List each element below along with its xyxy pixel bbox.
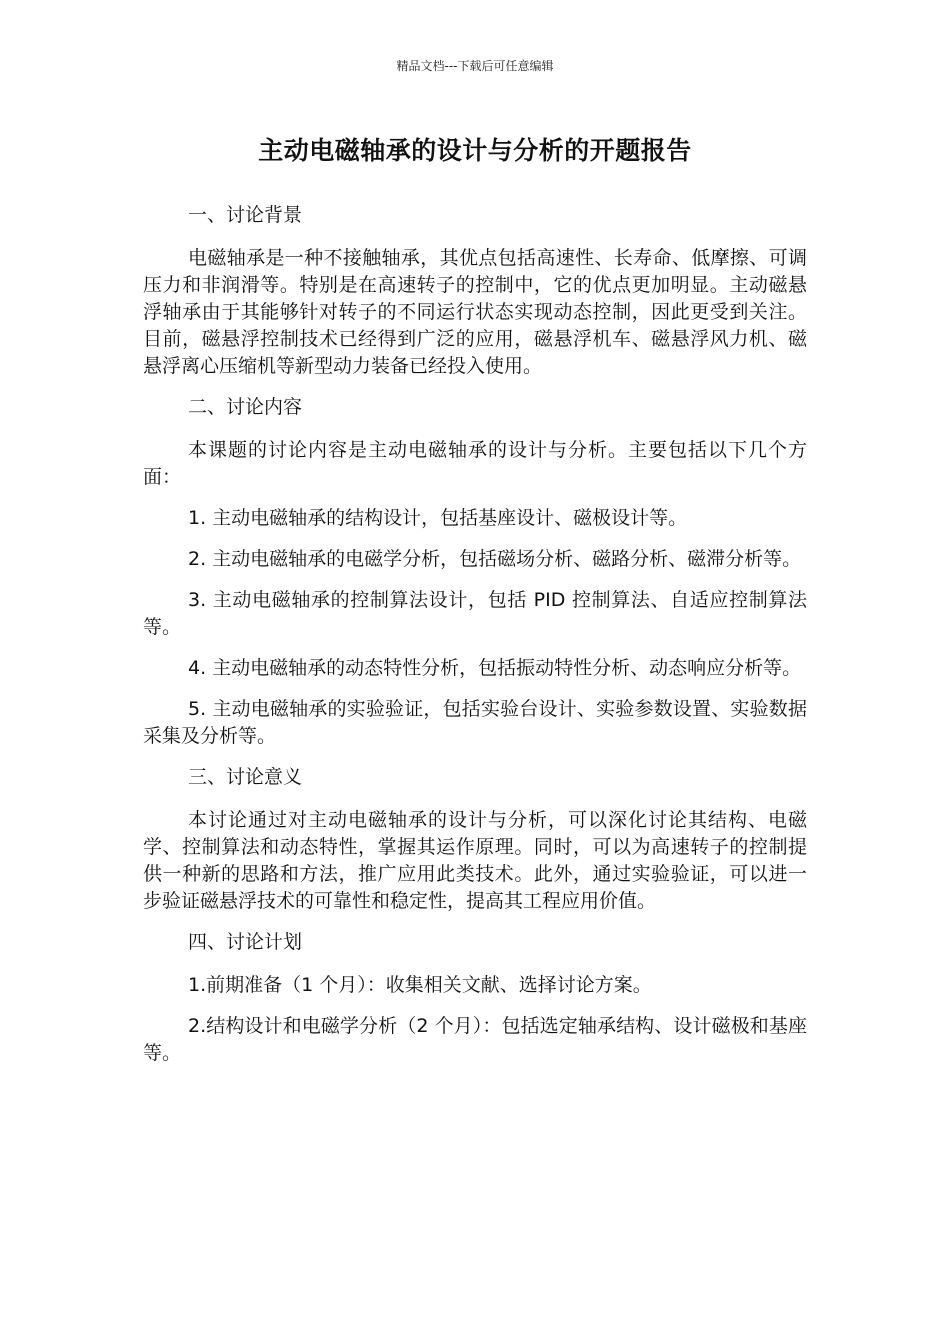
section-heading-content: 二、讨论内容 [188,396,303,418]
section-heading-significance: 三、讨论意义 [188,766,303,788]
section-heading-plan: 四、讨论计划 [188,931,303,953]
page-header: 精品文档---下载后可任意编辑 [396,59,554,73]
document-title: 主动电磁轴承的设计与分析的开题报告 [258,136,692,165]
paragraph-significance: 本讨论通过对主动电磁轴承的设计与分析，可以深化讨论其结构、电磁学、控制算法和动态特性，掌握其运作原理。同时，可以为高速转子的控制提供一种新的思路和方法，推广应用此类技术。此外，通过实验验证，可以进一步验证磁悬浮技术的可靠性和稳定性，提高其工程应用价值。 [143,809,807,912]
list-item-1: 1. 主动电磁轴承的结构设计，包括基座设计、磁极设计等。 [188,507,688,529]
list-item-5: 5. 主动电磁轴承的实验验证，包括实验台设计、实验参数设置、实验数据采集及分析等。 [143,698,807,747]
section-heading-background: 一、讨论背景 [188,204,303,226]
paragraph-content-intro: 本课题的讨论内容是主动电磁轴承的设计与分析。主要包括以下几个方面： [143,439,807,488]
list-item-4: 4. 主动电磁轴承的动态特性分析，包括振动特性分析、动态响应分析等。 [188,657,802,679]
plan-item-1: 1.前期准备（1 个月）：收集相关文献、选择讨论方案。 [188,974,652,996]
plan-item-2: 2.结构设计和电磁学分析（2 个月）：包括选定轴承结构、设计磁极和基座等。 [143,1015,807,1064]
paragraph-background: 电磁轴承是一种不接触轴承，其优点包括高速性、长寿命、低摩擦、可调压力和非润滑等。特别是在高速转子的控制中，它的优点更加明显。主动磁悬浮轴承由于其能够针对转子的不同运行状态实现动态控制，因此更受到关注。目前，磁悬浮控制技术已经得到广泛的应用，磁悬浮机车、磁悬浮风力机、磁悬浮离心压缩机等新型动力装备已经投入使用。 [143,247,807,377]
list-item-2: 2. 主动电磁轴承的电磁学分析，包括磁场分析、磁路分析、磁滞分析等。 [188,548,802,570]
list-item-3: 3. 主动电磁轴承的控制算法设计，包括 PID 控制算法、自适应控制算法等。 [143,589,807,638]
